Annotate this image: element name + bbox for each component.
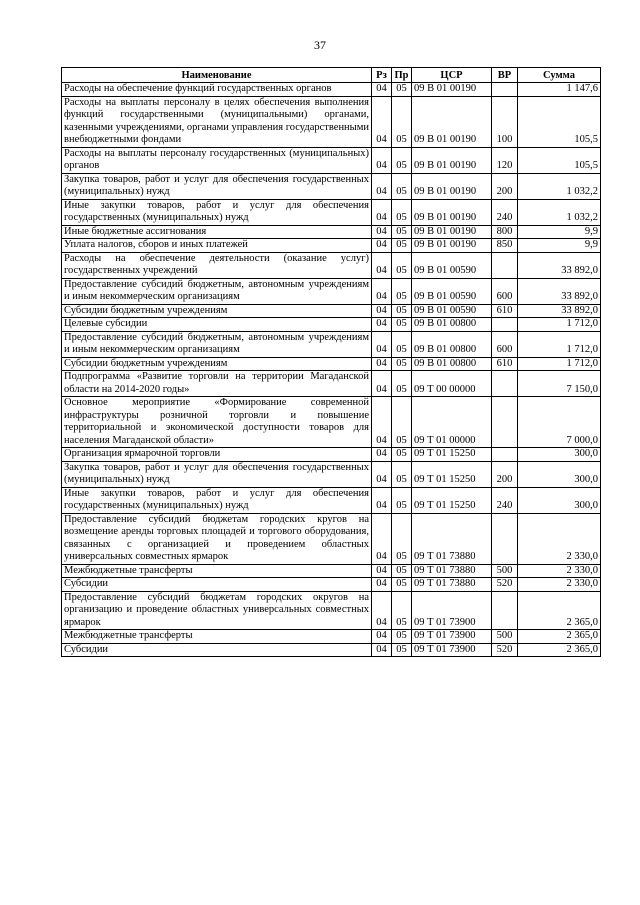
table-row (62, 513, 601, 564)
cell-csr: 09 Т 01 73900 (412, 643, 492, 657)
cell-vr: 520 (492, 643, 518, 657)
header-csr: ЦСР (412, 68, 492, 83)
header-name: Наименование (62, 68, 372, 83)
cell-sum: 1 712,0 (518, 318, 601, 332)
cell-rz: 04 (372, 304, 392, 318)
cell-rz: 04 (372, 643, 392, 657)
table-row (62, 630, 601, 644)
cell-pr: 05 (392, 331, 412, 357)
cell-rz: 04 (372, 487, 392, 513)
header-vr: ВР (492, 68, 518, 83)
cell-name: Иные закупки товаров, работ и услуг для обеспечения государственных (муниципальных) нужд (62, 487, 372, 513)
table-body (62, 83, 601, 657)
cell-name: Закупка товаров, работ и услуг для обеспечения государственных (муниципальных) нужд (62, 461, 372, 487)
table-row (62, 643, 601, 657)
cell-vr: 800 (492, 225, 518, 239)
cell-pr: 05 (392, 564, 412, 578)
cell-name: Субсидии бюджетным учреждениям (62, 304, 372, 318)
cell-csr: 09 Т 01 73880 (412, 513, 492, 564)
cell-rz: 04 (372, 83, 392, 97)
cell-name: Расходы на выплаты персоналу в целях обеспечения выполнения функций государственными (муниципальными) органами, казенными учреждениями, органами управления государственными внебюджетными фондами (62, 96, 372, 147)
cell-pr: 05 (392, 239, 412, 253)
cell-rz: 04 (372, 371, 392, 397)
cell-name: Межбюджетные трансферты (62, 564, 372, 578)
table-row (62, 591, 601, 630)
cell-csr: 09 Т 01 15250 (412, 487, 492, 513)
cell-csr: 09 В 01 00590 (412, 304, 492, 318)
cell-pr: 05 (392, 304, 412, 318)
table-row (62, 318, 601, 332)
cell-csr: 09 В 01 00800 (412, 331, 492, 357)
page-number: 37 (314, 38, 326, 52)
cell-name: Предоставление субсидий бюджетам городских округов на организацию и проведение областных универсальных совместных ярмарок (62, 591, 372, 630)
header-pr: Пр (392, 68, 412, 83)
cell-name: Субсидии (62, 578, 372, 592)
table-row (62, 173, 601, 199)
cell-vr: 850 (492, 239, 518, 253)
cell-vr: 240 (492, 487, 518, 513)
cell-vr (492, 318, 518, 332)
table-row (62, 357, 601, 371)
cell-pr: 05 (392, 96, 412, 147)
cell-pr: 05 (392, 173, 412, 199)
table-row (62, 461, 601, 487)
cell-vr: 500 (492, 630, 518, 644)
cell-sum: 2 330,0 (518, 564, 601, 578)
cell-csr: 09 В 01 00190 (412, 83, 492, 97)
cell-csr: 09 В 01 00800 (412, 318, 492, 332)
budget-table (61, 67, 601, 657)
cell-sum: 9,9 (518, 225, 601, 239)
cell-rz: 04 (372, 147, 392, 173)
cell-vr: 600 (492, 278, 518, 304)
cell-rz: 04 (372, 461, 392, 487)
cell-pr: 05 (392, 397, 412, 448)
cell-pr: 05 (392, 278, 412, 304)
cell-pr: 05 (392, 371, 412, 397)
cell-vr: 600 (492, 331, 518, 357)
cell-csr: 09 В 01 00190 (412, 147, 492, 173)
cell-sum: 2 330,0 (518, 513, 601, 564)
table-row (62, 331, 601, 357)
cell-csr: 09 В 01 00190 (412, 173, 492, 199)
cell-name: Расходы на обеспечение функций государственных органов (62, 83, 372, 97)
cell-rz: 04 (372, 448, 392, 462)
cell-csr: 09 Т 01 73900 (412, 591, 492, 630)
cell-name: Уплата налогов, сборов и иных платежей (62, 239, 372, 253)
table-row (62, 448, 601, 462)
cell-name: Субсидии бюджетным учреждениям (62, 357, 372, 371)
cell-vr: 610 (492, 357, 518, 371)
cell-sum: 300,0 (518, 487, 601, 513)
cell-pr: 05 (392, 225, 412, 239)
cell-csr: 09 Т 01 73900 (412, 630, 492, 644)
cell-vr: 240 (492, 199, 518, 225)
cell-name: Межбюджетные трансферты (62, 630, 372, 644)
cell-rz: 04 (372, 96, 392, 147)
cell-csr: 09 В 01 00190 (412, 96, 492, 147)
cell-csr: 09 Т 01 15250 (412, 461, 492, 487)
cell-sum: 300,0 (518, 448, 601, 462)
cell-pr: 05 (392, 199, 412, 225)
cell-pr: 05 (392, 252, 412, 278)
cell-name: Иные закупки товаров, работ и услуг для обеспечения государственных (муниципальных) нужд (62, 199, 372, 225)
table-row (62, 239, 601, 253)
table-row (62, 147, 601, 173)
cell-rz: 04 (372, 357, 392, 371)
cell-vr: 120 (492, 147, 518, 173)
cell-rz: 04 (372, 578, 392, 592)
table-row (62, 83, 601, 97)
table-header-row (62, 68, 601, 83)
cell-vr (492, 397, 518, 448)
table-row (62, 564, 601, 578)
table-row (62, 304, 601, 318)
cell-vr (492, 252, 518, 278)
cell-sum: 33 892,0 (518, 278, 601, 304)
cell-csr: 09 В 01 00800 (412, 357, 492, 371)
cell-name: Предоставление субсидий бюджетам городских кругов на возмещение аренды торговых площадей и торгового оборудования, связанных с организацией и проведением областных универсальных совместных ярмарок (62, 513, 372, 564)
cell-csr: 09 В 01 00190 (412, 239, 492, 253)
cell-sum: 9,9 (518, 239, 601, 253)
cell-rz: 04 (372, 199, 392, 225)
cell-sum: 7 000,0 (518, 397, 601, 448)
cell-pr: 05 (392, 357, 412, 371)
cell-csr: 09 Т 00 00000 (412, 371, 492, 397)
cell-rz: 04 (372, 564, 392, 578)
cell-vr (492, 513, 518, 564)
cell-rz: 04 (372, 318, 392, 332)
cell-sum: 2 365,0 (518, 591, 601, 630)
cell-name: Расходы на выплаты персоналу государственных (муниципальных) органов (62, 147, 372, 173)
table-row (62, 278, 601, 304)
cell-csr: 09 В 01 00190 (412, 225, 492, 239)
cell-pr: 05 (392, 513, 412, 564)
cell-vr: 200 (492, 173, 518, 199)
cell-pr: 05 (392, 461, 412, 487)
cell-rz: 04 (372, 239, 392, 253)
cell-name: Расходы на обеспечение деятельности (оказание услуг) государственных учреждений (62, 252, 372, 278)
cell-sum: 1 712,0 (518, 357, 601, 371)
table-row (62, 96, 601, 147)
cell-name: Предоставление субсидий бюджетным, автономным учреждениям и иным некоммерческим организациям (62, 278, 372, 304)
cell-vr: 610 (492, 304, 518, 318)
table-row (62, 371, 601, 397)
cell-csr: 09 Т 01 73880 (412, 564, 492, 578)
cell-name: Основное мероприятие «Формирование современной инфраструктуры розничной торговли и повышение территориальной и экономической доступности товаров для населения Магаданской области» (62, 397, 372, 448)
cell-name: Целевые субсидии (62, 318, 372, 332)
cell-sum: 2 365,0 (518, 630, 601, 644)
cell-sum: 105,5 (518, 147, 601, 173)
cell-rz: 04 (372, 225, 392, 239)
cell-vr (492, 371, 518, 397)
cell-name: Подпрограмма «Развитие торговли на территории Магаданской области на 2014-2020 годы» (62, 371, 372, 397)
table-row (62, 578, 601, 592)
cell-vr: 200 (492, 461, 518, 487)
cell-csr: 09 Т 01 15250 (412, 448, 492, 462)
cell-pr: 05 (392, 643, 412, 657)
cell-vr: 100 (492, 96, 518, 147)
cell-name: Субсидии (62, 643, 372, 657)
table-row (62, 487, 601, 513)
table-row (62, 252, 601, 278)
cell-sum: 1 712,0 (518, 331, 601, 357)
cell-csr: 09 Т 01 73880 (412, 578, 492, 592)
cell-name: Предоставление субсидий бюджетным, автономным учреждениям и иным некоммерческим организациям (62, 331, 372, 357)
cell-sum: 2 330,0 (518, 578, 601, 592)
cell-pr: 05 (392, 487, 412, 513)
cell-vr (492, 591, 518, 630)
table-row (62, 199, 601, 225)
cell-pr: 05 (392, 147, 412, 173)
cell-sum: 2 365,0 (518, 643, 601, 657)
cell-rz: 04 (372, 397, 392, 448)
cell-sum: 1 032,2 (518, 173, 601, 199)
cell-pr: 05 (392, 578, 412, 592)
cell-vr: 500 (492, 564, 518, 578)
cell-csr: 09 В 01 00590 (412, 278, 492, 304)
cell-pr: 05 (392, 630, 412, 644)
cell-sum: 105,5 (518, 96, 601, 147)
cell-rz: 04 (372, 630, 392, 644)
cell-vr: 520 (492, 578, 518, 592)
cell-csr: 09 Т 01 00000 (412, 397, 492, 448)
cell-rz: 04 (372, 591, 392, 630)
cell-sum: 1 032,2 (518, 199, 601, 225)
cell-name: Иные бюджетные ассигнования (62, 225, 372, 239)
cell-rz: 04 (372, 331, 392, 357)
header-sum: Сумма (518, 68, 601, 83)
cell-rz: 04 (372, 513, 392, 564)
table-row (62, 225, 601, 239)
cell-pr: 05 (392, 318, 412, 332)
cell-pr: 05 (392, 591, 412, 630)
cell-rz: 04 (372, 278, 392, 304)
cell-sum: 33 892,0 (518, 304, 601, 318)
cell-rz: 04 (372, 252, 392, 278)
header-rz: Рз (372, 68, 392, 83)
table-row (62, 397, 601, 448)
cell-pr: 05 (392, 448, 412, 462)
cell-sum: 300,0 (518, 461, 601, 487)
cell-name: Закупка товаров, работ и услуг для обеспечения государственных (муниципальных) нужд (62, 173, 372, 199)
cell-name: Организация ярмарочной торговли (62, 448, 372, 462)
cell-vr (492, 448, 518, 462)
cell-csr: 09 В 01 00190 (412, 199, 492, 225)
cell-vr (492, 83, 518, 97)
cell-sum: 7 150,0 (518, 371, 601, 397)
cell-sum: 33 892,0 (518, 252, 601, 278)
cell-pr: 05 (392, 83, 412, 97)
cell-sum: 1 147,6 (518, 83, 601, 97)
cell-rz: 04 (372, 173, 392, 199)
cell-csr: 09 В 01 00590 (412, 252, 492, 278)
